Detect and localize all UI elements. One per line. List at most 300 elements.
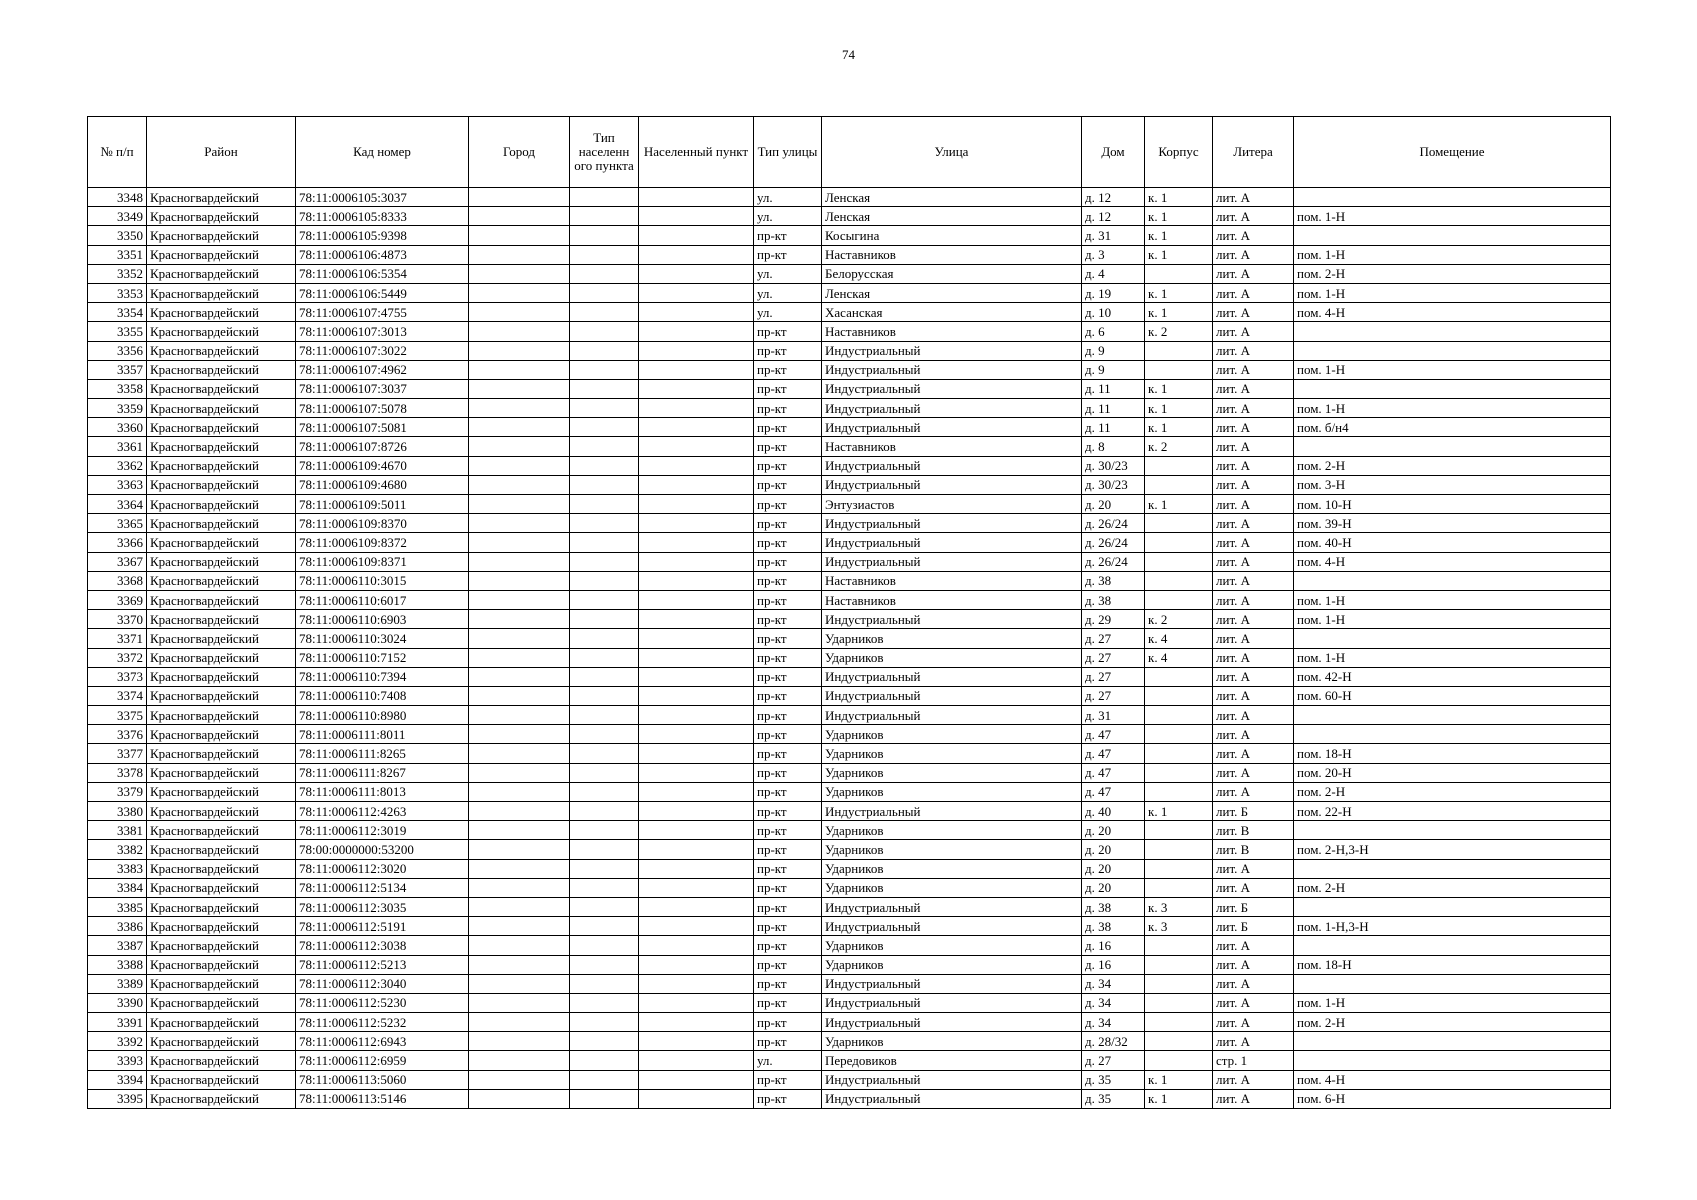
cell-district: Красногвардейский bbox=[147, 552, 296, 571]
table-row bbox=[88, 283, 1611, 302]
cell-number: 3378 bbox=[88, 763, 147, 782]
cell-house: д. 27 bbox=[1082, 1051, 1145, 1070]
table-row bbox=[88, 1051, 1611, 1070]
cell-number: 3393 bbox=[88, 1051, 147, 1070]
table-row bbox=[88, 859, 1611, 878]
cell-number: 3350 bbox=[88, 226, 147, 245]
cell-letter: лит. А bbox=[1213, 552, 1294, 571]
cell-building: к. 1 bbox=[1145, 226, 1213, 245]
cell-house: д. 31 bbox=[1082, 226, 1145, 245]
cell-letter: лит. А bbox=[1213, 475, 1294, 494]
cell-house: д. 12 bbox=[1082, 207, 1145, 226]
table-row bbox=[88, 917, 1611, 936]
cell-district: Красногвардейский bbox=[147, 571, 296, 590]
cell-premises: пом. 3-Н bbox=[1294, 475, 1611, 494]
cell-settlement bbox=[639, 610, 754, 629]
cell-street: Белорусская bbox=[822, 264, 1082, 283]
cell-district: Красногвардейский bbox=[147, 418, 296, 437]
cell-cadastral-number: 78:11:0006112:3038 bbox=[296, 936, 469, 955]
cell-street: Ленская bbox=[822, 188, 1082, 207]
cell-building bbox=[1145, 341, 1213, 360]
col-header-letter: Литера bbox=[1213, 117, 1294, 188]
col-header-settlement-type: Тип населенн ого пункта bbox=[570, 117, 639, 188]
cell-premises: пом. 10-Н bbox=[1294, 495, 1611, 514]
property-registry-table bbox=[87, 116, 1611, 1109]
cell-building bbox=[1145, 686, 1213, 705]
cell-settlement bbox=[639, 782, 754, 801]
cell-building: к. 1 bbox=[1145, 802, 1213, 821]
cell-street: Индустриальный bbox=[822, 974, 1082, 993]
cell-settlement-type bbox=[570, 744, 639, 763]
cell-letter: лит. А bbox=[1213, 1032, 1294, 1051]
cell-cadastral-number: 78:11:0006112:5213 bbox=[296, 955, 469, 974]
cell-building bbox=[1145, 590, 1213, 609]
cell-street-type: ул. bbox=[754, 283, 822, 302]
cell-house: д. 9 bbox=[1082, 360, 1145, 379]
cell-building bbox=[1145, 360, 1213, 379]
cell-number: 3354 bbox=[88, 303, 147, 322]
cell-street-type: пр-кт bbox=[754, 974, 822, 993]
cell-letter: лит. А bbox=[1213, 188, 1294, 207]
cell-cadastral-number: 78:11:0006110:3015 bbox=[296, 571, 469, 590]
cell-number: 3353 bbox=[88, 283, 147, 302]
cell-street-type: пр-кт bbox=[754, 590, 822, 609]
cell-city bbox=[469, 840, 570, 859]
cell-building: к. 3 bbox=[1145, 917, 1213, 936]
cell-house: д. 20 bbox=[1082, 878, 1145, 897]
cell-cadastral-number: 78:11:0006110:6903 bbox=[296, 610, 469, 629]
cell-district: Красногвардейский bbox=[147, 840, 296, 859]
table-row bbox=[88, 590, 1611, 609]
cell-cadastral-number: 78:11:0006112:3040 bbox=[296, 974, 469, 993]
table-row bbox=[88, 821, 1611, 840]
cell-number: 3387 bbox=[88, 936, 147, 955]
cell-settlement-type bbox=[570, 226, 639, 245]
cell-letter: лит. А bbox=[1213, 379, 1294, 398]
cell-premises bbox=[1294, 706, 1611, 725]
table-row bbox=[88, 514, 1611, 533]
cell-cadastral-number: 78:11:0006107:5078 bbox=[296, 399, 469, 418]
cell-street-type: пр-кт bbox=[754, 475, 822, 494]
table-row bbox=[88, 418, 1611, 437]
table-row bbox=[88, 725, 1611, 744]
cell-city bbox=[469, 207, 570, 226]
cell-letter: лит. А bbox=[1213, 1013, 1294, 1032]
cell-district: Красногвардейский bbox=[147, 744, 296, 763]
cell-building: к. 1 bbox=[1145, 283, 1213, 302]
table-row bbox=[88, 629, 1611, 648]
cell-cadastral-number: 78:11:0006107:5081 bbox=[296, 418, 469, 437]
cell-district: Красногвардейский bbox=[147, 763, 296, 782]
cell-premises: пом. 2-Н bbox=[1294, 782, 1611, 801]
cell-cadastral-number: 78:11:0006111:8265 bbox=[296, 744, 469, 763]
cell-street: Индустриальный bbox=[822, 686, 1082, 705]
cell-district: Красногвардейский bbox=[147, 917, 296, 936]
col-header-street: Улица bbox=[822, 117, 1082, 188]
cell-house: д. 19 bbox=[1082, 283, 1145, 302]
cell-city bbox=[469, 322, 570, 341]
cell-cadastral-number: 78:11:0006112:3019 bbox=[296, 821, 469, 840]
table-row bbox=[88, 610, 1611, 629]
cell-district: Красногвардейский bbox=[147, 936, 296, 955]
cell-settlement-type bbox=[570, 629, 639, 648]
cell-city bbox=[469, 226, 570, 245]
cell-city bbox=[469, 667, 570, 686]
cell-cadastral-number: 78:11:0006112:5230 bbox=[296, 993, 469, 1012]
cell-letter: лит. А bbox=[1213, 571, 1294, 590]
cell-premises: пом. 1-Н bbox=[1294, 648, 1611, 667]
cell-letter: лит. А bbox=[1213, 303, 1294, 322]
cell-district: Красногвардейский bbox=[147, 399, 296, 418]
cell-city bbox=[469, 1070, 570, 1089]
cell-building bbox=[1145, 475, 1213, 494]
cell-building: к. 1 bbox=[1145, 418, 1213, 437]
cell-premises: пом. 1-Н bbox=[1294, 993, 1611, 1012]
cell-settlement bbox=[639, 514, 754, 533]
cell-settlement bbox=[639, 495, 754, 514]
cell-settlement bbox=[639, 283, 754, 302]
cell-building: к. 2 bbox=[1145, 610, 1213, 629]
cell-house: д. 20 bbox=[1082, 495, 1145, 514]
cell-building bbox=[1145, 706, 1213, 725]
cell-city bbox=[469, 264, 570, 283]
cell-premises bbox=[1294, 1051, 1611, 1070]
cell-number: 3390 bbox=[88, 993, 147, 1012]
cell-district: Красногвардейский bbox=[147, 437, 296, 456]
cell-premises: пом. 1-Н,3-Н bbox=[1294, 917, 1611, 936]
cell-settlement bbox=[639, 667, 754, 686]
cell-settlement bbox=[639, 245, 754, 264]
cell-street-type: пр-кт bbox=[754, 648, 822, 667]
cell-building: к. 1 bbox=[1145, 379, 1213, 398]
cell-street: Ударников bbox=[822, 821, 1082, 840]
cell-number: 3363 bbox=[88, 475, 147, 494]
cell-letter: лит. А bbox=[1213, 360, 1294, 379]
cell-settlement-type bbox=[570, 648, 639, 667]
table-row bbox=[88, 360, 1611, 379]
cell-street: Индустриальный bbox=[822, 379, 1082, 398]
cell-house: д. 27 bbox=[1082, 648, 1145, 667]
cell-number: 3382 bbox=[88, 840, 147, 859]
cell-building: к. 1 bbox=[1145, 245, 1213, 264]
cell-premises: пом. 1-Н bbox=[1294, 360, 1611, 379]
cell-street: Ленская bbox=[822, 207, 1082, 226]
cell-street-type: ул. bbox=[754, 207, 822, 226]
cell-premises: пом. 42-Н bbox=[1294, 667, 1611, 686]
cell-cadastral-number: 78:11:0006107:3013 bbox=[296, 322, 469, 341]
cell-building bbox=[1145, 667, 1213, 686]
cell-settlement bbox=[639, 706, 754, 725]
cell-street-type: пр-кт bbox=[754, 667, 822, 686]
cell-settlement bbox=[639, 456, 754, 475]
cell-settlement bbox=[639, 802, 754, 821]
cell-city bbox=[469, 859, 570, 878]
cell-number: 3384 bbox=[88, 878, 147, 897]
cell-settlement bbox=[639, 552, 754, 571]
cell-street-type: ул. bbox=[754, 188, 822, 207]
cell-number: 3351 bbox=[88, 245, 147, 264]
cell-district: Красногвардейский bbox=[147, 303, 296, 322]
cell-letter: стр. 1 bbox=[1213, 1051, 1294, 1070]
cell-city bbox=[469, 1032, 570, 1051]
cell-city bbox=[469, 1089, 570, 1108]
cell-settlement bbox=[639, 840, 754, 859]
cell-district: Красногвардейский bbox=[147, 1032, 296, 1051]
cell-letter: лит. А bbox=[1213, 878, 1294, 897]
cell-house: д. 30/23 bbox=[1082, 456, 1145, 475]
cell-house: д. 47 bbox=[1082, 782, 1145, 801]
cell-settlement-type bbox=[570, 936, 639, 955]
cell-letter: лит. А bbox=[1213, 1070, 1294, 1089]
cell-settlement-type bbox=[570, 974, 639, 993]
cell-building bbox=[1145, 936, 1213, 955]
cell-district: Красногвардейский bbox=[147, 686, 296, 705]
cell-building: к. 1 bbox=[1145, 207, 1213, 226]
cell-premises: пом. 1-Н bbox=[1294, 207, 1611, 226]
cell-district: Красногвардейский bbox=[147, 1070, 296, 1089]
cell-house: д. 38 bbox=[1082, 590, 1145, 609]
cell-city bbox=[469, 821, 570, 840]
table-row bbox=[88, 763, 1611, 782]
cell-building: к. 1 bbox=[1145, 399, 1213, 418]
cell-district: Красногвардейский bbox=[147, 610, 296, 629]
page-number: 74 bbox=[842, 47, 855, 62]
cell-settlement bbox=[639, 264, 754, 283]
cell-street-type: пр-кт bbox=[754, 495, 822, 514]
cell-house: д. 38 bbox=[1082, 917, 1145, 936]
cell-street-type: ул. bbox=[754, 303, 822, 322]
cell-street: Индустриальный bbox=[822, 475, 1082, 494]
cell-letter: лит. А bbox=[1213, 226, 1294, 245]
cell-street-type: пр-кт bbox=[754, 322, 822, 341]
cell-house: д. 26/24 bbox=[1082, 552, 1145, 571]
cell-settlement bbox=[639, 686, 754, 705]
cell-city bbox=[469, 495, 570, 514]
cell-settlement bbox=[639, 1032, 754, 1051]
cell-house: д. 34 bbox=[1082, 974, 1145, 993]
cell-settlement-type bbox=[570, 993, 639, 1012]
cell-street-type: ул. bbox=[754, 1051, 822, 1070]
cell-street-type: пр-кт bbox=[754, 1032, 822, 1051]
cell-district: Красногвардейский bbox=[147, 821, 296, 840]
cell-premises: пом. 18-Н bbox=[1294, 955, 1611, 974]
cell-building bbox=[1145, 725, 1213, 744]
col-header-cadastral-number: Кад номер bbox=[296, 117, 469, 188]
cell-house: д. 11 bbox=[1082, 418, 1145, 437]
cell-cadastral-number: 78:11:0006110:8980 bbox=[296, 706, 469, 725]
table-row bbox=[88, 1032, 1611, 1051]
cell-settlement-type bbox=[570, 955, 639, 974]
table-row bbox=[88, 379, 1611, 398]
cell-cadastral-number: 78:11:0006112:5134 bbox=[296, 878, 469, 897]
cell-house: д. 16 bbox=[1082, 955, 1145, 974]
cell-settlement bbox=[639, 1051, 754, 1070]
cell-street-type: пр-кт bbox=[754, 897, 822, 916]
cell-city bbox=[469, 456, 570, 475]
cell-street: Индустриальный bbox=[822, 456, 1082, 475]
cell-settlement bbox=[639, 322, 754, 341]
cell-district: Красногвардейский bbox=[147, 264, 296, 283]
cell-settlement-type bbox=[570, 264, 639, 283]
cell-district: Красногвардейский bbox=[147, 514, 296, 533]
cell-settlement bbox=[639, 207, 754, 226]
cell-settlement-type bbox=[570, 782, 639, 801]
cell-building bbox=[1145, 782, 1213, 801]
cell-street-type: пр-кт bbox=[754, 706, 822, 725]
cell-cadastral-number: 78:11:0006110:6017 bbox=[296, 590, 469, 609]
cell-street-type: пр-кт bbox=[754, 437, 822, 456]
table-row bbox=[88, 1070, 1611, 1089]
cell-district: Красногвардейский bbox=[147, 379, 296, 398]
cell-number: 3369 bbox=[88, 590, 147, 609]
cell-cadastral-number: 78:11:0006106:4873 bbox=[296, 245, 469, 264]
cell-city bbox=[469, 744, 570, 763]
cell-premises bbox=[1294, 1032, 1611, 1051]
cell-street-type: пр-кт bbox=[754, 763, 822, 782]
cell-district: Красногвардейский bbox=[147, 360, 296, 379]
cell-street: Ударников bbox=[822, 1032, 1082, 1051]
cell-letter: лит. А bbox=[1213, 955, 1294, 974]
cell-street-type: пр-кт bbox=[754, 744, 822, 763]
cell-settlement-type bbox=[570, 418, 639, 437]
cell-letter: лит. А bbox=[1213, 456, 1294, 475]
cell-street: Ударников bbox=[822, 744, 1082, 763]
cell-city bbox=[469, 303, 570, 322]
cell-building bbox=[1145, 744, 1213, 763]
cell-settlement-type bbox=[570, 514, 639, 533]
cell-cadastral-number: 78:11:0006109:8370 bbox=[296, 514, 469, 533]
cell-letter: лит. В bbox=[1213, 840, 1294, 859]
cell-street: Наставников bbox=[822, 590, 1082, 609]
table-row bbox=[88, 475, 1611, 494]
cell-street: Ударников bbox=[822, 859, 1082, 878]
table-header-row bbox=[88, 117, 1611, 188]
cell-city bbox=[469, 648, 570, 667]
cell-city bbox=[469, 936, 570, 955]
cell-cadastral-number: 78:11:0006109:8372 bbox=[296, 533, 469, 552]
cell-street: Наставников bbox=[822, 437, 1082, 456]
cell-street: Ударников bbox=[822, 936, 1082, 955]
cell-letter: лит. А bbox=[1213, 936, 1294, 955]
cell-street: Косыгина bbox=[822, 226, 1082, 245]
cell-settlement-type bbox=[570, 1070, 639, 1089]
cell-district: Красногвардейский bbox=[147, 725, 296, 744]
cell-settlement bbox=[639, 897, 754, 916]
table-row bbox=[88, 840, 1611, 859]
cell-house: д. 16 bbox=[1082, 936, 1145, 955]
cell-city bbox=[469, 686, 570, 705]
cell-street: Наставников bbox=[822, 322, 1082, 341]
cell-settlement-type bbox=[570, 399, 639, 418]
table-row bbox=[88, 456, 1611, 475]
cell-city bbox=[469, 1013, 570, 1032]
cell-district: Красногвардейский bbox=[147, 859, 296, 878]
cell-letter: лит. А bbox=[1213, 782, 1294, 801]
cell-cadastral-number: 78:11:0006112:3020 bbox=[296, 859, 469, 878]
cell-settlement-type bbox=[570, 763, 639, 782]
cell-house: д. 20 bbox=[1082, 821, 1145, 840]
cell-street: Ударников bbox=[822, 648, 1082, 667]
cell-number: 3362 bbox=[88, 456, 147, 475]
cell-city bbox=[469, 188, 570, 207]
cell-street-type: пр-кт bbox=[754, 955, 822, 974]
cell-settlement bbox=[639, 1070, 754, 1089]
cell-premises bbox=[1294, 859, 1611, 878]
cell-number: 3376 bbox=[88, 725, 147, 744]
cell-cadastral-number: 78:11:0006106:5354 bbox=[296, 264, 469, 283]
cell-letter: лит. Б bbox=[1213, 897, 1294, 916]
cell-settlement bbox=[639, 379, 754, 398]
cell-building: к. 1 bbox=[1145, 303, 1213, 322]
cell-letter: лит. А bbox=[1213, 744, 1294, 763]
cell-cadastral-number: 78:11:0006113:5060 bbox=[296, 1070, 469, 1089]
col-header-city: Город bbox=[469, 117, 570, 188]
cell-district: Красногвардейский bbox=[147, 207, 296, 226]
cell-cadastral-number: 78:11:0006112:6943 bbox=[296, 1032, 469, 1051]
cell-district: Красногвардейский bbox=[147, 878, 296, 897]
cell-premises bbox=[1294, 974, 1611, 993]
cell-letter: лит. А bbox=[1213, 1089, 1294, 1108]
cell-building: к. 1 bbox=[1145, 1089, 1213, 1108]
cell-building bbox=[1145, 533, 1213, 552]
cell-settlement bbox=[639, 475, 754, 494]
cell-number: 3352 bbox=[88, 264, 147, 283]
cell-settlement-type bbox=[570, 590, 639, 609]
cell-settlement bbox=[639, 341, 754, 360]
cell-settlement-type bbox=[570, 897, 639, 916]
cell-cadastral-number: 78:11:0006110:3024 bbox=[296, 629, 469, 648]
cell-settlement-type bbox=[570, 706, 639, 725]
cell-letter: лит. А bbox=[1213, 533, 1294, 552]
cell-number: 3392 bbox=[88, 1032, 147, 1051]
cell-settlement bbox=[639, 188, 754, 207]
cell-settlement-type bbox=[570, 341, 639, 360]
cell-building bbox=[1145, 821, 1213, 840]
cell-city bbox=[469, 610, 570, 629]
cell-building bbox=[1145, 993, 1213, 1012]
cell-cadastral-number: 78:11:0006113:5146 bbox=[296, 1089, 469, 1108]
cell-district: Красногвардейский bbox=[147, 974, 296, 993]
cell-district: Красногвардейский bbox=[147, 341, 296, 360]
cell-letter: лит. А bbox=[1213, 648, 1294, 667]
cell-number: 3361 bbox=[88, 437, 147, 456]
cell-settlement bbox=[639, 744, 754, 763]
cell-cadastral-number: 78:11:0006111:8013 bbox=[296, 782, 469, 801]
cell-letter: лит. А bbox=[1213, 495, 1294, 514]
cell-letter: лит. А bbox=[1213, 974, 1294, 993]
cell-settlement-type bbox=[570, 571, 639, 590]
cell-premises: пом. 2-Н bbox=[1294, 456, 1611, 475]
table-row bbox=[88, 533, 1611, 552]
cell-city bbox=[469, 437, 570, 456]
cell-house: д. 27 bbox=[1082, 629, 1145, 648]
cell-number: 3368 bbox=[88, 571, 147, 590]
cell-number: 3395 bbox=[88, 1089, 147, 1108]
table-row bbox=[88, 245, 1611, 264]
table-row bbox=[88, 686, 1611, 705]
cell-district: Красногвардейский bbox=[147, 1089, 296, 1108]
cell-number: 3372 bbox=[88, 648, 147, 667]
cell-letter: лит. А bbox=[1213, 993, 1294, 1012]
cell-premises bbox=[1294, 725, 1611, 744]
cell-settlement-type bbox=[570, 379, 639, 398]
cell-settlement-type bbox=[570, 495, 639, 514]
col-header-building: Корпус bbox=[1145, 117, 1213, 188]
cell-building bbox=[1145, 514, 1213, 533]
cell-settlement bbox=[639, 974, 754, 993]
cell-street: Наставников bbox=[822, 245, 1082, 264]
cell-premises: пом. 4-Н bbox=[1294, 552, 1611, 571]
